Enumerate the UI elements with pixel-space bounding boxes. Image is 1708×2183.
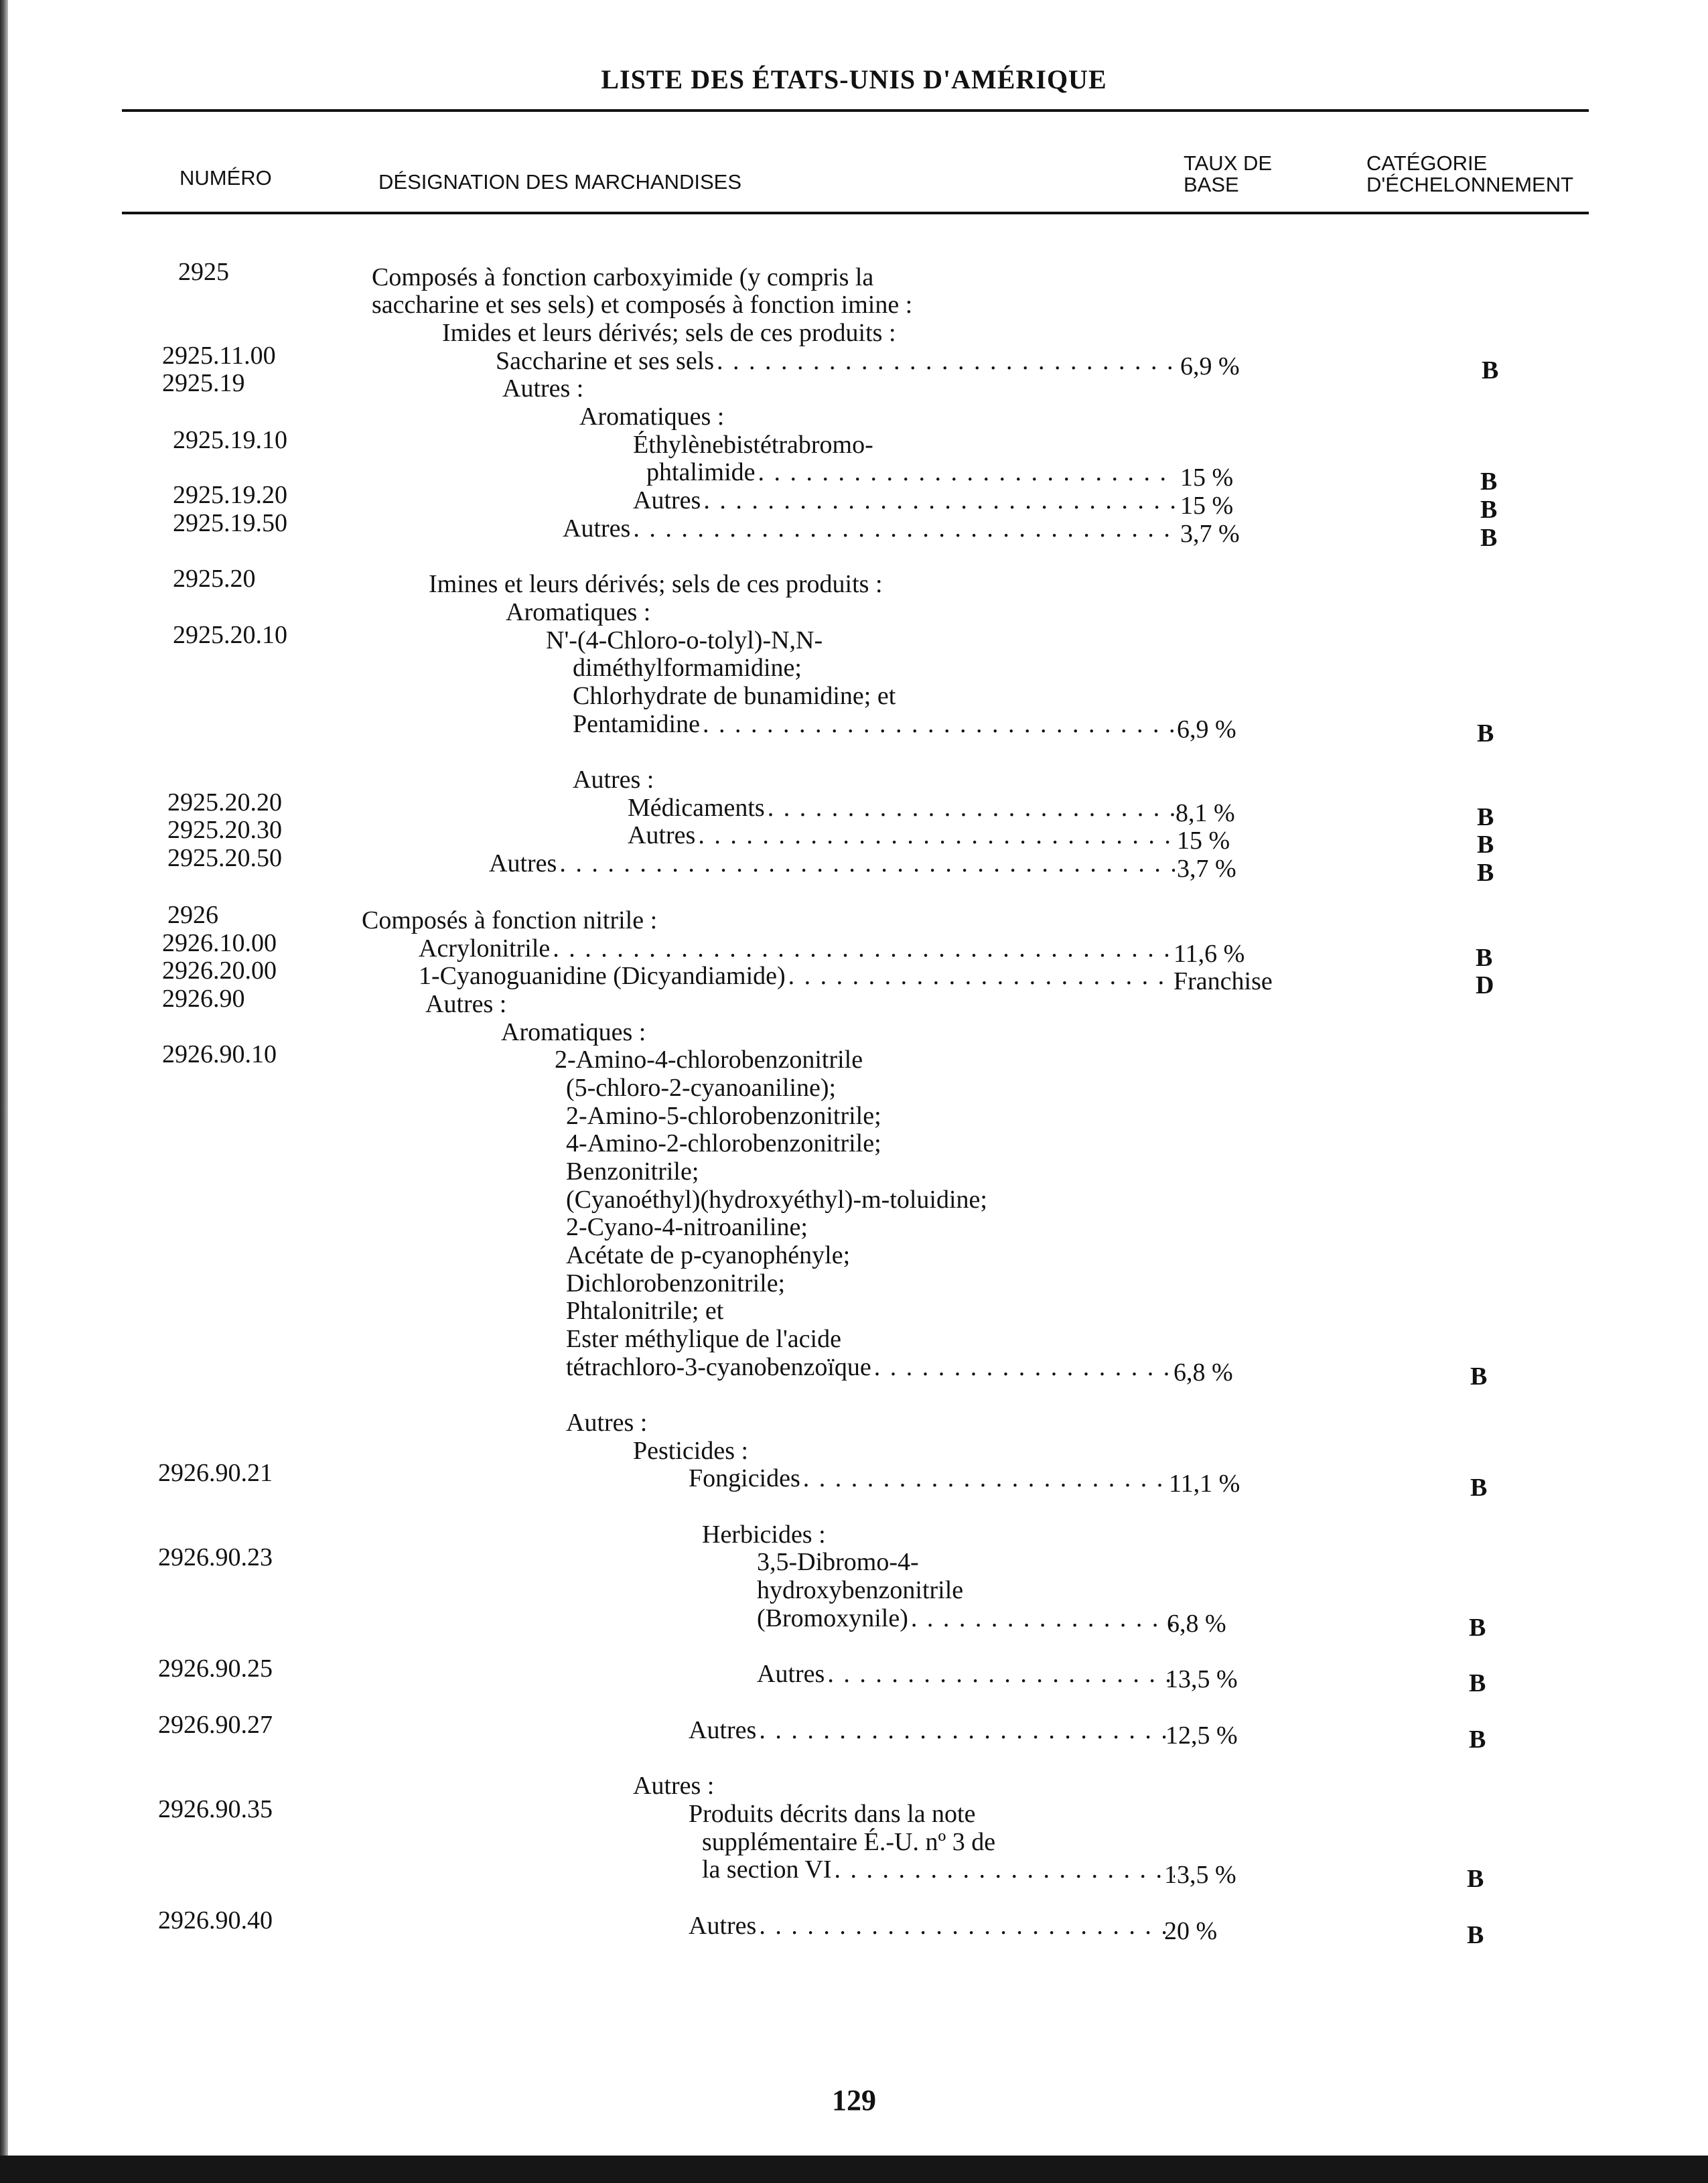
description-line: Imines et leurs dérivés; sels de ces produits : — [429, 570, 883, 598]
leader-dots — [703, 710, 1175, 738]
description-line: Phtalonitrile; et — [566, 1297, 724, 1325]
staging-category: B — [1477, 831, 1494, 859]
leader-dots — [803, 1464, 1175, 1492]
header-rule-bottom — [122, 212, 1589, 214]
description-line: Autres . . . — [628, 821, 1175, 849]
leader-dots — [768, 794, 1175, 822]
description-line: 4-Amino-2-chlorobenzonitrile; — [566, 1129, 881, 1157]
description-line: Autres . . . — [757, 1660, 1175, 1688]
description-line: saccharine et ses sels) et composés à fonction imine : — [372, 291, 913, 319]
leader-dots — [633, 514, 1175, 543]
tariff-code: 2925.20.30 — [167, 816, 282, 844]
description-line: (Bromoxynile) . . . — [757, 1604, 1175, 1632]
leader-dots — [553, 934, 1175, 963]
leader-dots — [559, 849, 1175, 877]
tariff-code: 2925.20.20 — [167, 788, 282, 817]
tariff-code: 2926.90.10 — [162, 1040, 277, 1068]
column-header-designation: DÉSIGNATION DES MARCHANDISES — [378, 170, 742, 194]
description-line: Autres . . . — [689, 1716, 1175, 1744]
base-rate: 11,6 % — [1173, 940, 1245, 968]
base-rate: 3,7 % — [1177, 855, 1236, 883]
tariff-code: 2926.90 — [162, 985, 245, 1013]
staging-category: B — [1469, 1669, 1486, 1697]
description-line: Dichlorobenzonitrile; — [566, 1269, 786, 1297]
base-rate: 8,1 % — [1176, 799, 1235, 827]
description-line: 3,5-Dibromo-4- — [757, 1548, 919, 1576]
base-rate: 12,5 % — [1165, 1721, 1238, 1750]
description-line: Éthylènebistétrabromo- — [633, 431, 873, 459]
staging-category: B — [1476, 944, 1493, 972]
description-line: Produits décrits dans la note — [689, 1800, 976, 1828]
tariff-code: 2926.90.25 — [158, 1654, 273, 1683]
description-line: (5-chloro-2-cyanoaniline); — [566, 1074, 837, 1102]
tariff-code: 2925.19.10 — [173, 426, 287, 454]
staging-category: B — [1480, 468, 1498, 496]
description-line: Saccharine et ses sels . . . — [496, 347, 1175, 375]
description-line: Pentamidine . . . — [573, 710, 1175, 738]
tariff-code: 2925.20.50 — [167, 844, 282, 872]
staging-category: B — [1469, 1614, 1486, 1642]
leader-dots — [759, 1912, 1175, 1940]
column-header-categorie: CATÉGORIE D'ÉCHELONNEMENT — [1366, 151, 1574, 196]
leader-dots — [717, 347, 1175, 375]
tariff-code: 2926.90.35 — [158, 1795, 273, 1823]
leader-dots — [759, 1716, 1175, 1744]
staging-category: B — [1469, 1726, 1486, 1754]
leader-dots — [698, 821, 1175, 849]
tariff-code: 2925.19.20 — [173, 481, 287, 509]
base-rate: Franchise — [1173, 967, 1273, 995]
description-line: Chlorhydrate de bunamidine; et — [573, 682, 896, 710]
page-number: 129 — [832, 2084, 876, 2117]
tariff-code: 2925 — [178, 258, 229, 286]
leader-dots — [758, 458, 1175, 486]
description-line: Autres . . . — [633, 486, 1175, 514]
description-line: Benzonitrile; — [566, 1157, 699, 1186]
leader-dots — [911, 1604, 1175, 1632]
description-line: Fongicides . . . — [689, 1464, 1175, 1492]
description-line: Composés à fonction carboxyimide (y compris la — [372, 263, 874, 291]
staging-category: B — [1467, 1921, 1484, 1949]
description-line: Autres . . . — [489, 849, 1175, 877]
leader-dots — [703, 486, 1175, 514]
tariff-code: 2926.90.27 — [158, 1711, 273, 1739]
column-header-taux: TAUX DE BASE — [1184, 151, 1273, 196]
description-line: Autres . . . — [689, 1912, 1175, 1940]
base-rate: 13,5 % — [1165, 1665, 1238, 1693]
base-rate: 15 % — [1180, 464, 1234, 492]
description-line: Médicaments . . . — [628, 794, 1175, 822]
tariff-code: 2926.90.21 — [158, 1459, 273, 1487]
leader-dots — [827, 1660, 1175, 1688]
description-line: N'-(4-Chloro-o-tolyl)-N,N- — [546, 626, 823, 654]
tariff-code: 2926.10.00 — [162, 929, 277, 957]
base-rate: 6,9 % — [1180, 352, 1240, 380]
column-header-numero: NUMÉRO — [180, 166, 272, 190]
description-line: Aromatiques : — [579, 403, 725, 431]
page-edge-bottom — [0, 2156, 1708, 2183]
staging-category: B — [1480, 524, 1498, 552]
base-rate: 15 % — [1180, 492, 1234, 520]
description-line: 1-Cyanoguanidine (Dicyandiamide) . . . — [419, 962, 1175, 990]
description-line: Acrylonitrile . . . — [419, 934, 1175, 963]
description-line: supplémentaire É.-U. nº 3 de — [702, 1828, 996, 1856]
description-line: Imides et leurs dérivés; sels de ces produits : — [442, 319, 896, 347]
description-line: (Cyanoéthyl)(hydroxyéthyl)-m-toluidine; — [566, 1186, 987, 1214]
base-rate: 20 % — [1164, 1917, 1218, 1945]
staging-category: B — [1470, 1362, 1488, 1391]
description-line: Aromatiques : — [506, 598, 651, 626]
leader-dots — [874, 1353, 1175, 1381]
tariff-code: 2926.90.40 — [158, 1906, 273, 1934]
description-line: hydroxybenzonitrile — [757, 1576, 964, 1604]
description-line: Autres : — [633, 1772, 715, 1800]
tariff-code: 2925.11.00 — [162, 342, 276, 370]
base-rate: 3,7 % — [1180, 520, 1240, 548]
description-line: Autres : — [566, 1409, 648, 1437]
base-rate: 11,1 % — [1169, 1470, 1240, 1498]
description-line: Autres . . . — [563, 514, 1175, 543]
leader-dots — [788, 962, 1175, 990]
description-line: 2-Amino-4-chlorobenzonitrile — [555, 1046, 863, 1074]
base-rate: 15 % — [1177, 827, 1230, 855]
description-line: 2-Amino-5-chlorobenzonitrile; — [566, 1102, 881, 1130]
base-rate: 6,8 % — [1173, 1358, 1233, 1387]
description-line: tétrachloro-3-cyanobenzoïque . . . — [566, 1353, 1175, 1381]
description-line: diméthylformamidine; — [573, 654, 802, 682]
tariff-code: 2926.20.00 — [162, 957, 277, 985]
description-line: Acétate de p-cyanophényle; — [566, 1241, 851, 1269]
page-edge-left — [0, 0, 8, 2183]
tariff-code: 2925.20 — [173, 565, 256, 593]
description-line: Autres : — [502, 374, 584, 403]
page-title: LISTE DES ÉTATS-UNIS D'AMÉRIQUE — [601, 64, 1107, 94]
staging-category: B — [1477, 803, 1494, 831]
description-line: Autres : — [573, 766, 654, 794]
staging-category: B — [1480, 496, 1498, 524]
description-line: Pesticides : — [633, 1437, 749, 1465]
tariff-code: 2926.90.23 — [158, 1543, 273, 1571]
tariff-code: 2925.19.50 — [173, 509, 287, 537]
base-rate: 13,5 % — [1164, 1861, 1236, 1889]
staging-category: B — [1482, 356, 1499, 384]
staging-category: B — [1477, 719, 1494, 748]
description-line: Composés à fonction nitrile : — [362, 906, 658, 934]
description-line: Aromatiques : — [501, 1018, 646, 1046]
staging-category: B — [1470, 1474, 1488, 1502]
header-rule-top — [122, 109, 1589, 112]
description-line: 2-Cyano-4-nitroaniline; — [566, 1213, 808, 1241]
description-line: Ester méthylique de l'acide — [566, 1325, 841, 1353]
staging-category: D — [1476, 971, 1494, 999]
tariff-code: 2926 — [167, 901, 218, 929]
staging-category: B — [1467, 1865, 1484, 1893]
leader-dots — [834, 1855, 1175, 1884]
staging-category: B — [1477, 859, 1494, 887]
base-rate: 6,9 % — [1177, 715, 1236, 744]
tariff-code: 2925.20.10 — [173, 621, 287, 649]
tariff-code: 2925.19 — [162, 369, 245, 397]
description-line: Herbicides : — [702, 1521, 826, 1549]
description-line: phtalimide . . . — [646, 458, 1175, 486]
description-line: la section VI . . . — [702, 1855, 1175, 1884]
description-line: Autres : — [425, 990, 507, 1018]
base-rate: 6,8 % — [1167, 1610, 1226, 1638]
